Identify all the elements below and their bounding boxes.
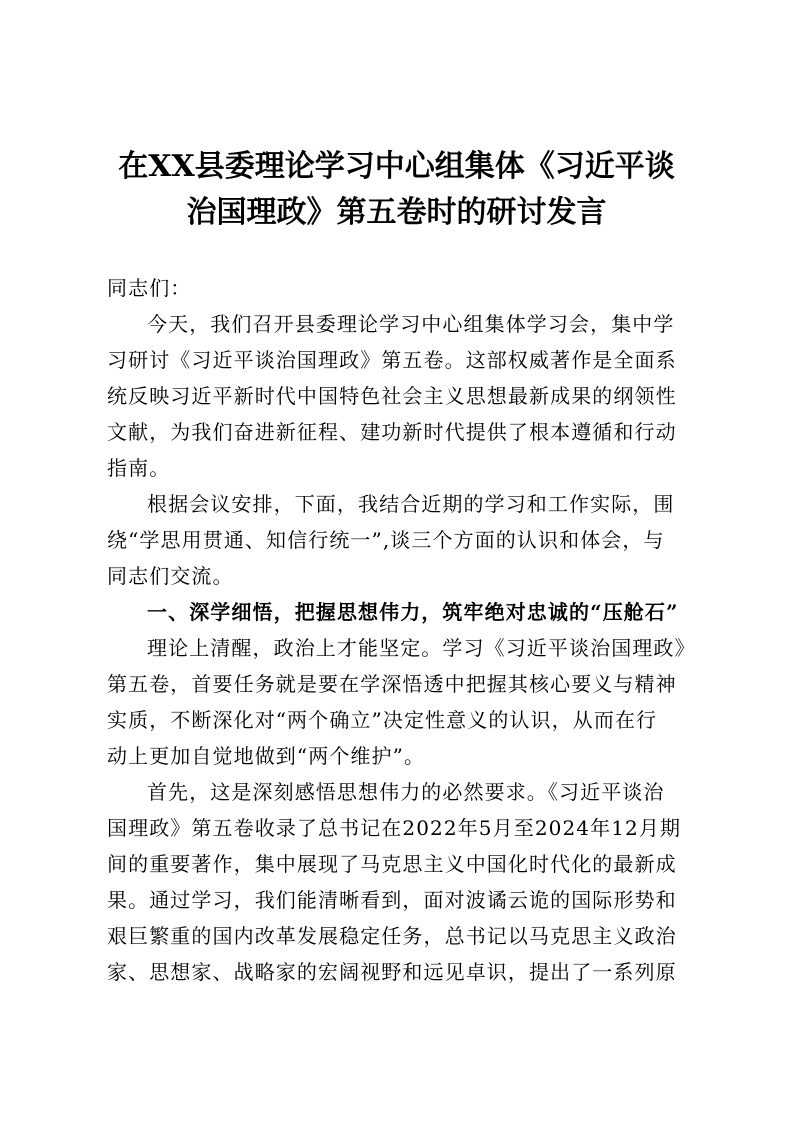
paragraph-2-line-1: 根据会议安排，下面，我结合近期的学习和工作实际，围 (147, 492, 675, 516)
paragraph-4-line-6: 家、思想家、战略家的宏阔视野和远见卓识，提出了一系列原 (107, 960, 677, 984)
document-title-line-2: 治国理政》第五卷时的研讨发言 (186, 195, 607, 230)
paragraph-2-line-2: 绕“学思用贯通、知信行统一”,谈三个方面的认识和体会，与 (107, 528, 665, 552)
document-title-line-1: 在XX县委理论学习中心组集体《习近平谈 (118, 149, 675, 184)
paragraph-3-line-3: 实质，不断深化对“两个确立”决定性意义的认识，从而在行 (107, 708, 658, 732)
paragraph-4-line-5: 艰巨繁重的国内改革发展稳定任务，总书记以马克思主义政治 (107, 924, 677, 948)
paragraph-3-line-1: 理论上清醒，政治上才能坚定。学习《习近平谈治国理政》 (147, 636, 696, 660)
section-heading-1: 一、深学细悟，把握思想伟力，筑牢绝对忠诚的“压舱石” (147, 600, 679, 624)
paragraph-3-line-4: 动上更加自觉地做到“两个维护”。 (107, 744, 426, 768)
salutation: 同志们： (107, 276, 192, 300)
paragraph-4-line-4: 果。通过学习，我们能清晰看到，面对波谲云诡的国际形势和 (107, 888, 677, 912)
paragraph-4-line-1: 首先，这是深刻感悟思想伟力的必然要求。《习近平谈治 (147, 780, 665, 804)
paragraph-4-line-2: 国理政》第五卷收录了总书记在2022年5月至2024年12月期 (107, 816, 682, 840)
paragraph-2-line-3: 同志们交流。 (107, 564, 234, 588)
paragraph-1-line-5: 指南。 (107, 456, 171, 480)
document-body (107, 270, 696, 990)
paragraph-1-line-3: 统反映习近平新时代中国特色社会主义思想最新成果的纲领性 (107, 384, 677, 408)
paragraph-1-line-1: 今天，我们召开县委理论学习中心组集体学习会，集中学 (147, 312, 675, 336)
paragraph-3-line-2: 第五卷，首要任务就是要在学深悟透中把握其核心要义与精神 (107, 672, 677, 696)
paragraph-1-line-4: 文献，为我们奋进新征程、建功新时代提供了根本遵循和行动 (107, 420, 677, 444)
paragraph-1-line-2: 习研讨《习近平谈治国理政》第五卷。这部权威著作是全面系 (107, 348, 677, 372)
paragraph-4-line-3: 间的重要著作，集中展现了马克思主义中国化时代化的最新成 (107, 852, 677, 876)
